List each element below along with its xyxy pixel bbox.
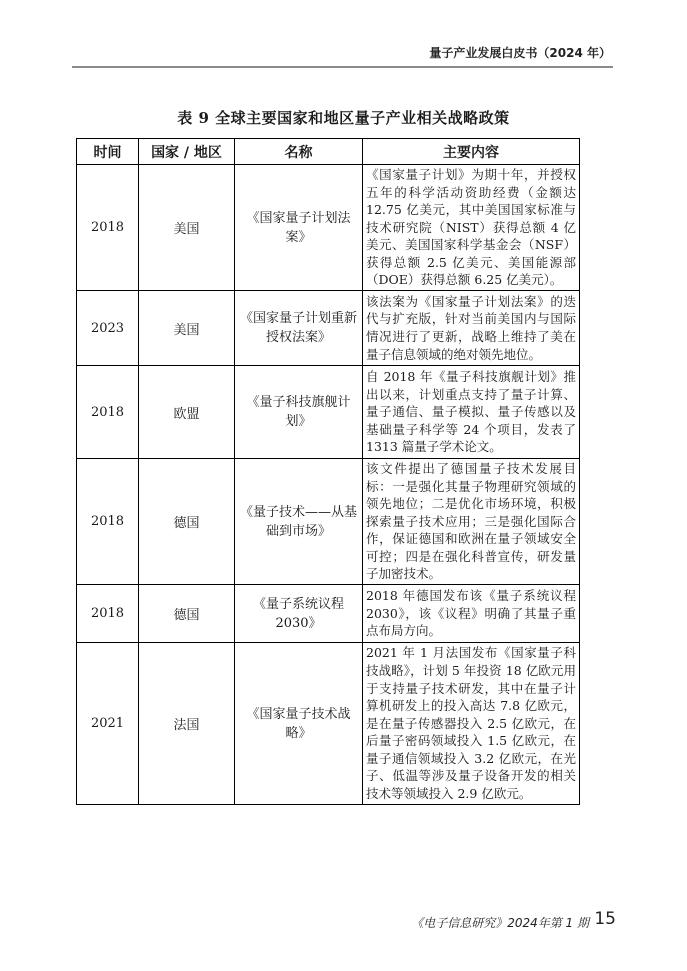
cell-region: 法国 — [139, 643, 235, 805]
cell-year: 2021 — [77, 643, 139, 805]
cell-region: 美国 — [139, 291, 235, 366]
cell-policy-name: 《量子科技旗舰计划》 — [235, 366, 363, 459]
cell-year: 2018 — [77, 459, 139, 585]
cell-content: 该法案为《国家量子计划法案》的迭代与扩充版，针对当前美国内与国际情况进行了更新，战略上维持了美在量子信息领域的绝对领先地位。 — [363, 291, 580, 366]
cell-policy-name: 《国家量子技术战略》 — [235, 643, 363, 805]
running-header-title: 量子产业发展白皮书（2024 年） — [429, 46, 611, 60]
cell-policy-name: 《量子系统议程 2030》 — [235, 585, 363, 643]
cell-region: 德国 — [139, 459, 235, 585]
column-header-time: 时间 — [77, 139, 139, 165]
table-row — [77, 366, 580, 459]
policy-table — [76, 138, 580, 805]
column-header-region: 国家 / 地区 — [139, 139, 235, 165]
cell-year: 2023 — [77, 291, 139, 366]
cell-content: 自 2018 年《量子科技旗舰计划》推出以来，计划重点支持了量子计算、量子通信、量子模拟、量子传感以及基础量子科学等 24 个项目，发表了 1313 篇量子学术论文。 — [363, 366, 580, 459]
cell-policy-name: 《国家量子计划法案》 — [235, 165, 363, 291]
table-row — [77, 585, 580, 643]
cell-region: 德国 — [139, 585, 235, 643]
table-row — [77, 459, 580, 585]
table-caption: 表 9 全球主要国家和地区量子产业相关战略政策 — [177, 109, 510, 127]
column-header-content: 主要内容 — [363, 139, 580, 165]
cell-policy-name: 《国家量子计划重新授权法案》 — [235, 291, 363, 366]
table-row — [77, 291, 580, 366]
cell-policy-name: 《量子技术——从基础到市场》 — [235, 459, 363, 585]
column-header-name: 名称 — [235, 139, 363, 165]
page-number: 15 — [594, 909, 616, 929]
header-divider — [72, 66, 613, 68]
table-row — [77, 165, 580, 291]
cell-year: 2018 — [77, 366, 139, 459]
cell-content: 2021 年 1 月法国发布《国家量子科技战略》，计划 5 年投资 18 亿欧元用于支持量子技术研发，其中在量子计算机研发上的投入高达 7.8 亿欧元，是在量子传感器投入 2.5 亿欧元，在后量子密码领域投入 1.5 亿欧元，在量子通信领域投入 3.2 亿欧元，在光子、低温等涉及量子设备开发的相关技术等领域投入 2.9 亿欧元。 — [363, 643, 580, 805]
cell-content: 该文件提出了德国量子技术发展目标：一是强化其量子物理研究领域的领先地位；二是优化市场环境，积极探索量子技术应用；三是强化国际合作，保证德国和欧洲在量子领域安全可控；四是在强化科普宣传，研发量子加密技术。 — [363, 459, 580, 585]
footer-journal-name: 《电子信息研究》2024年第 1 期 — [411, 916, 589, 930]
table-header-row — [77, 139, 580, 165]
cell-region: 欧盟 — [139, 366, 235, 459]
cell-content: 《国家量子计划》为期十年，并授权五年的科学活动资助经费（金额达 12.75 亿美元，其中美国国家标准与技术研究院（NIST）获得总额 4 亿美元、美国国家科学基金会（NSF）获得总额 2.5 亿美元、美国能源部（DOE）获得总额 6.25 亿美元）。 — [363, 165, 580, 291]
cell-content: 2018 年德国发布该《量子系统议程 2030》，该《议程》明确了其量子重点布局方向。 — [363, 585, 580, 643]
cell-year: 2018 — [77, 585, 139, 643]
cell-region: 美国 — [139, 165, 235, 291]
cell-year: 2018 — [77, 165, 139, 291]
table-row — [77, 643, 580, 805]
